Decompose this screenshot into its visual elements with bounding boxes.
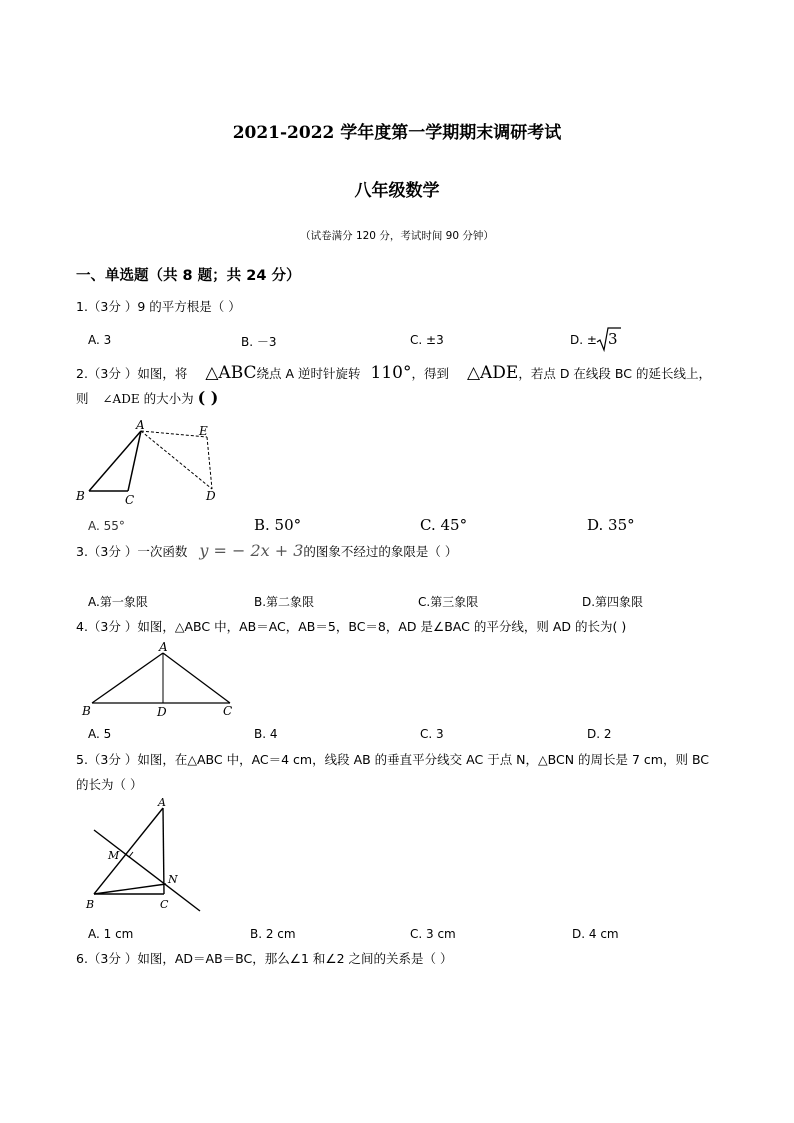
q2-text-d: ，若点 D 在线段 BC 的延长线上，: [518, 366, 711, 381]
q4-label-b: B: [82, 704, 91, 718]
q2-text-b: 绕点 A 逆时针旋转: [256, 366, 361, 381]
q4-option-c: C. 3: [420, 727, 444, 741]
q3-formula: y = − 2x + 3: [199, 541, 304, 560]
q4-line-ac: [163, 653, 230, 703]
q2-label-d: D: [206, 489, 216, 503]
q5-line-ac: [163, 808, 164, 894]
section-heading: 一、单选题（共 8 题；共 24 分）: [76, 268, 301, 284]
q5-perp-bisector: [94, 830, 200, 911]
q2-option-c: [420, 516, 467, 534]
q2-label-c: C: [125, 493, 135, 507]
q4-option-d: D. 2: [587, 727, 612, 741]
q2-text-a: 2.（3分 ）如图，将: [76, 366, 188, 381]
q2-line-ac: [128, 431, 141, 491]
q2-option-d: [587, 516, 635, 534]
q2-triangle-ade: △ADE: [466, 363, 519, 383]
q2-text-f: 的大小为: [143, 391, 194, 406]
q5-line2: 的长为（ ）: [76, 777, 143, 792]
q1-option-a: A. 3: [88, 333, 112, 347]
q2-line-ed: [207, 437, 212, 489]
q5-label-a: A: [158, 796, 166, 809]
q2-option-b-text: B. 50°: [254, 516, 302, 534]
q2-triangle-abc: △ABC: [205, 363, 257, 383]
exam-title: 2021-2022 学年度第一学期期末调研考试: [232, 123, 562, 143]
q2-line-ad: [141, 431, 212, 489]
q3-option-a: A.第一象限: [88, 595, 148, 609]
q5-option-d: D. 4 cm: [572, 927, 619, 941]
q2-line1: [76, 364, 711, 383]
q1-option-c: C. ±3: [410, 333, 444, 347]
q2-label-e: E: [199, 424, 208, 438]
q5-option-c: C. 3 cm: [410, 927, 456, 941]
q2-angle-110: 110°: [370, 363, 412, 383]
q5-line1: 5.（3分 ）如图，在△ABC 中，AC＝4 cm，线段 AB 的垂直平分线交 AC 于点 N，△BCN 的周长是 7 cm，则 BC: [76, 752, 710, 767]
q1-option-b: B. －3: [241, 335, 277, 349]
q4-label-c: C: [223, 704, 233, 718]
q1-sqrt-radicand: 3: [608, 330, 618, 348]
q2-text-c: ，得到: [411, 366, 449, 381]
q2-label-b: B: [76, 489, 85, 503]
q5-right-angle-mark: [124, 852, 133, 857]
q2-label-a: A: [136, 418, 145, 432]
q2-option-b: [254, 516, 301, 534]
q2-option-a: [88, 519, 125, 533]
q5-line-bn: [94, 884, 166, 894]
q2-line-ae: [141, 431, 207, 437]
q2-line-ab: [89, 431, 141, 491]
q2-paren: ( ): [197, 388, 219, 407]
exam-note: （试卷满分 120 分，考试时间 90 分钟）: [300, 230, 494, 242]
q2-option-a-text: A. 55°: [88, 519, 125, 533]
q3-option-b: B.第二象限: [254, 595, 315, 609]
q1-option-d: D. ±: [570, 333, 597, 347]
q2-text-e: 则: [76, 391, 89, 406]
q3-text-a: 3.（3分 ）一次函数: [76, 544, 188, 559]
q5-label-n: N: [168, 873, 178, 886]
q5-label-m: M: [108, 849, 120, 862]
q3-text-b: 的图象不经过的象限是（ ）: [303, 544, 458, 559]
q4-line-ab: [92, 653, 163, 703]
q3-option-d: D.第四象限: [582, 595, 644, 609]
q5-line-ab: [94, 808, 163, 894]
q4-option-b: B. 4: [254, 727, 278, 741]
q6-stem: 6.（3分 ）如图，AD＝AB＝BC，那么∠1 和∠2 之间的关系是（ ）: [76, 951, 453, 966]
q1-sqrt-symbol: [596, 326, 622, 352]
q4-figure: [78, 638, 240, 720]
q5-option-a: A. 1 cm: [88, 927, 134, 941]
q4-stem: 4.（3分 ）如图，△ABC 中，AB＝AC，AB＝5，BC＝8，AD 是∠BAC 的平分线，则 AD 的长为( ): [76, 619, 627, 634]
q3-option-c: C.第三象限: [418, 595, 479, 609]
q2-option-c-text: C. 45°: [420, 516, 468, 534]
q5-label-c: C: [160, 898, 169, 911]
q4-label-d: D: [157, 705, 167, 719]
q1-stem: 1.（3分 ）9 的平方根是（ ）: [76, 299, 241, 314]
q2-figure: [74, 418, 234, 508]
q5-figure: [80, 796, 210, 916]
q2-line2: [76, 389, 218, 408]
q5-option-b: B. 2 cm: [250, 927, 296, 941]
q2-angle-ade: ∠ADE: [102, 392, 140, 406]
q4-label-a: A: [159, 640, 168, 654]
q4-option-a: A. 5: [88, 727, 112, 741]
q3-stem: [76, 542, 457, 561]
q2-option-d-text: D. 35°: [587, 516, 635, 534]
q5-label-b: B: [86, 898, 95, 911]
exam-subtitle: 八年级数学: [354, 181, 440, 201]
